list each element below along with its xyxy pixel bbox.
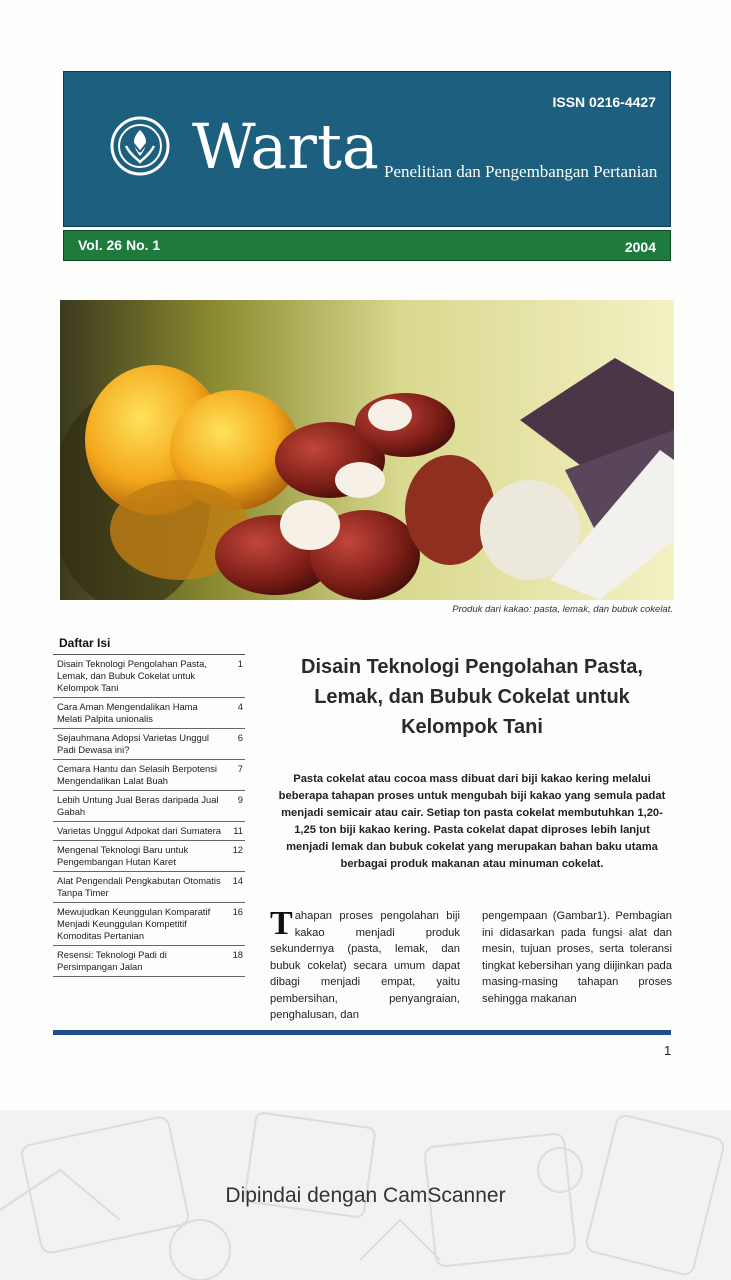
toc-item	[53, 655, 245, 698]
camscanner-watermark: Dipindai dengan CamScanner	[225, 1184, 506, 1207]
toc-item	[53, 822, 245, 841]
scanner-footer	[0, 1110, 731, 1280]
photo-caption: Produk dari kakao: pasta, lemak, dan bubuk cokelat.	[452, 604, 673, 615]
toc-item	[53, 946, 245, 977]
toc-item-page: 18	[232, 949, 243, 960]
toc-item-page: 1	[237, 658, 243, 669]
toc-item	[53, 729, 245, 760]
toc-item	[53, 760, 245, 791]
toc-item-title: Cemara Hantu dan Selasih Berpotensi Mengendalikan Lalat Buah	[57, 763, 217, 786]
ministry-logo-icon	[110, 116, 170, 176]
article-lead: Pasta cokelat atau cocoa mass dibuat dari biji kakao kering melalui beberapa tahapan proses untuk mengubah biji kakao yang semula padat menjadi semicair atau cair. Setiap ton pasta cokelat membutuhkan 1,20-1,25 ton biji kakao kering. Pasta cokelat dapat diproses lebih lanjut menjadi lemak dan bubuk cokelat yang merupakan bahan baku utama berbagai produk makanan atau minuman cokelat.	[278, 773, 666, 870]
article-title: Disain Teknologi Pengolahan Pasta, Lemak, dan Bubuk Cokelat untuk Kelompok Tani	[301, 656, 643, 738]
toc-item-title: Resensi: Teknologi Padi di Persimpangan Jalan	[57, 949, 167, 972]
volume-bar	[63, 230, 671, 261]
masthead	[63, 71, 671, 227]
journal-title: Warta	[192, 110, 379, 183]
drop-cap: T	[270, 905, 293, 942]
table-of-contents	[53, 636, 245, 977]
toc-item-page: 14	[232, 875, 243, 886]
toc-item-page: 6	[237, 732, 243, 743]
toc-item-page: 7	[237, 763, 243, 774]
journal-subtitle: Penelitian dan Pengembangan Pertanian	[384, 162, 658, 181]
toc-item-page: 12	[232, 844, 243, 855]
issn-number: ISSN 0216-4427	[552, 94, 656, 110]
toc-heading: Daftar Isi	[53, 636, 245, 655]
publication-year: 2004	[624, 239, 656, 255]
page-number: 1	[664, 1043, 672, 1058]
toc-item	[53, 698, 245, 729]
article-column-1-text: ahapan proses pengolahan biji kakao menjadi produk sekundernya (pasta, lemak, dan bubuk cokelat) secara umum dapat dibagi menjadi empat, yaitu pembersihan, penyangraian, penghalusan, dan	[270, 910, 460, 1021]
toc-item-title: Alat Pengendali Pengkabutan Otomatis Tanpa Timer	[57, 875, 221, 898]
toc-item-title: Varietas Unggul Adpokat dari Sumatera	[57, 825, 221, 836]
toc-item-title: Sejauhmana Adopsi Varietas Unggul Padi Dewasa ini?	[57, 732, 210, 755]
bottom-rule	[53, 1030, 671, 1035]
toc-item-title: Mengenal Teknologi Baru untuk Pengembangan Hutan Karet	[57, 844, 189, 867]
toc-item-title: Mewujudkan Keunggulan Komparatif Menjadi Keunggulan Kompetitif Komoditas Pertanian	[57, 906, 211, 941]
toc-item	[53, 872, 245, 903]
toc-item	[53, 903, 245, 946]
toc-item-page: 9	[237, 794, 243, 805]
toc-item	[53, 791, 245, 822]
toc-item-page: 16	[232, 906, 243, 917]
article-column-1	[270, 905, 460, 1024]
toc-item	[53, 841, 245, 872]
article-column-2: pengempaan (Gambar1). Pembagian ini didasarkan pada fungsi alat dan mesin, tujuan proses, serta toleransi tingkat kebersihan yang diijinkan pada masing-masing tahapan proses sehingga makanan	[482, 910, 672, 1005]
volume-number: Vol. 26 No. 1	[78, 237, 161, 253]
toc-item-title: Disain Teknologi Pengolahan Pasta, Lemak, dan Bubuk Cokelat untuk Kelompok Tani	[57, 658, 207, 693]
toc-item-title: Cara Aman Mengendalikan Hama Melati Palpita unionalis	[57, 701, 198, 724]
toc-item-title: Lebih Untung Jual Beras daripada Jual Gabah	[57, 794, 219, 817]
toc-item-page: 11	[233, 825, 243, 836]
cocoa-products-photo	[60, 300, 674, 600]
toc-item-page: 4	[237, 701, 243, 712]
